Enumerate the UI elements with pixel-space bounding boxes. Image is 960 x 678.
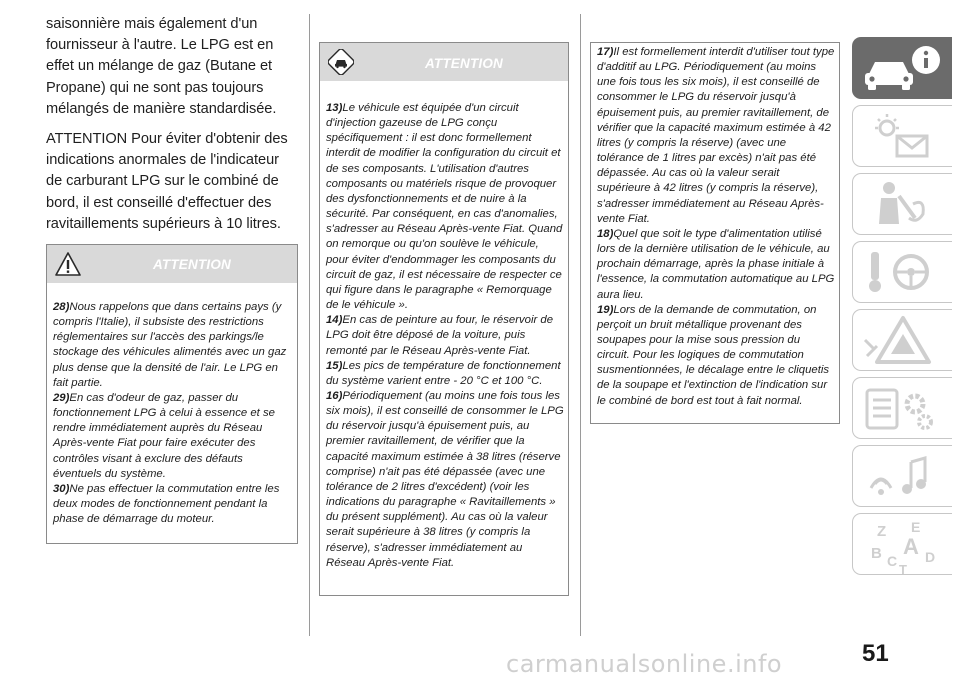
warning-body xyxy=(53,300,293,527)
tab-maintenance[interactable] xyxy=(852,377,952,439)
tab-emergency[interactable] xyxy=(852,309,952,371)
tab-dashboard-lights[interactable] xyxy=(852,105,952,167)
breakdown-triangle-icon xyxy=(853,310,953,372)
item-text: Quel que soit le type d'alimentation utilisé lors de la dernière utilisation de le véhicule, au prochain démarrage, après la phase initiale à l'essence, la commutation automatique au LPG aura lieu. xyxy=(597,227,835,301)
index-letter: E xyxy=(911,519,921,535)
chapter-sidebar xyxy=(852,0,960,678)
item-number: 29) xyxy=(53,391,70,404)
item-number: 18) xyxy=(597,227,614,240)
index-letter: B xyxy=(871,545,882,562)
warning-item xyxy=(53,300,293,391)
warning-body xyxy=(597,45,835,409)
item-text: Ne pas effectuer la commutation entre les deux modes de fonctionnement pendant la phase de démarrage du moteur. xyxy=(53,482,280,526)
index-letter: A xyxy=(903,534,919,559)
car-info-icon xyxy=(853,38,953,100)
item-text: Il est formellement interdit d'utiliser tout type d'additif au LPG. Périodiquement (au moins une fois tous les six mois), il est conseillé de consommer le LPG du réservoir jusqu'à épuisement puis, au premier ravitaillement, de vérifier que la capacité maximum estimée à 42 litres (y compris la réserve) (avec une tolérance de 1 litres par excès) n'ait pas été dépassée. Au cas où la valeur serait supérieure à 42 litres (y compris la réserve), s'adresser immédiatement au Réseau Après-vente Fiat. xyxy=(597,46,835,225)
warning-triangle-icon xyxy=(55,252,81,276)
item-number: 16) xyxy=(326,389,343,402)
intro-paragraph: saisonnière mais également d'un fournisseur à l'autre. Le LPG est en effet un mélange de gaz (Butane et Propane) qui ne sont pas toujours mélangés de manière standardisée. xyxy=(46,16,277,117)
attention-note-paragraph: ATTENTION Pour éviter d'obtenir des indications anormales de l'indicateur de carburant LPG sur le combiné de bord, il est conseillé d'effectuer des ravitaillements supérieurs à 10 litres. xyxy=(46,131,288,232)
warning-header xyxy=(47,245,297,283)
seatbelt-airbag-icon xyxy=(853,174,953,236)
warning-title: ATTENTION xyxy=(424,56,504,71)
car-warning-icon xyxy=(328,49,354,75)
warning-lights-icon xyxy=(853,106,953,168)
warning-box-1 xyxy=(46,244,298,544)
item-number: 14) xyxy=(326,314,343,327)
warning-box-3 xyxy=(590,42,840,424)
item-number: 19) xyxy=(597,303,614,316)
warning-item xyxy=(597,227,835,303)
item-number: 13) xyxy=(326,102,343,114)
item-text: En cas d'odeur de gaz, passer du fonctionnement LPG à celui à essence et se rendre immédiatement auprès du Réseau Après-vente Fiat pour faire exécuter des contrôles visant à exclure des défauts éventuels du système. xyxy=(53,391,275,480)
column-left xyxy=(46,14,298,244)
warning-header xyxy=(320,43,568,81)
tab-multimedia[interactable] xyxy=(852,445,952,507)
item-text: Nous rappelons que dans certains pays (y compris l'Italie), il subsiste des restrictions réglementaires sur l'accès des parkings/le stockage des véhicules alimentés avec un gaz plus dense que la densité de l'air. Le LPG en fait partie. xyxy=(53,301,287,389)
warning-title: ATTENTION xyxy=(152,257,232,272)
item-number: 28) xyxy=(53,301,70,313)
item-text: Périodiquement (au moins une fois tous les six mois), il est conseillé de consommer le LPG du réservoir jusqu'à épuisement puis, au premier ravitaillement, de vérifier que la capacité maximum estimée à 38 litres (réserve comprise) n'ait pas été dépassée (avec une tolérance de 2 litres d'excédent) (voir les indications du paragraphe « Ravitaillements » du présent supplément). Au cas où la valeur serait supérieure à 38 litres (y compris la réserve), s'adresser immédiatement au Réseau Après-vente Fiat. xyxy=(326,389,564,569)
item-number: 17) xyxy=(597,46,614,58)
item-number: 15) xyxy=(326,359,343,372)
warning-item xyxy=(597,45,835,227)
index-letter: D xyxy=(925,549,936,565)
index-letter: C xyxy=(887,553,898,569)
warning-item xyxy=(53,482,293,527)
warning-item xyxy=(326,359,564,389)
column-divider-1 xyxy=(309,14,310,636)
item-text: En cas de peinture au four, le réservoir de LPG doit être déposé de la voiture, puis remonté par le Réseau Après-vente Fiat. xyxy=(326,314,554,357)
warning-item xyxy=(326,313,564,358)
key-steering-icon xyxy=(853,242,953,304)
warning-item xyxy=(326,101,564,313)
alphabet-index-icon xyxy=(853,514,953,576)
warning-body xyxy=(326,101,564,571)
index-letter: T xyxy=(899,562,907,576)
maintenance-gear-icon xyxy=(853,378,953,440)
multimedia-note-icon xyxy=(853,446,953,508)
item-text: Les pics de température de fonctionnement du système varient entre - 20 °C et 100 °C. xyxy=(326,359,561,387)
warning-item xyxy=(597,303,835,409)
column-divider-2 xyxy=(580,14,581,636)
warning-item xyxy=(326,389,564,571)
watermark: carmanualsonline.info xyxy=(506,650,783,678)
tab-car-info[interactable] xyxy=(852,37,952,99)
item-text: Le véhicule est équipée d'un circuit d'injection gazeuse de LPG conçu spécifiquement : il est donc formellement interdit de modifier la configuration du circuit et de ses composants. L'utilisation d'autres composants ou matériels risque de provoquer des dysfonctionnements et de nuire à la sécurité. Par conséquent, en cas d'anomalies, s'adresser au Réseau Après-vente Fiat. Quand on remorque ou qu'on soulève le véhicule, pour éviter d'endommager les composants du circuit de gaz, il est nécessaire de respecter ce qui figure dans le paragraphe « Remorquage de le véhicule ». xyxy=(326,102,563,312)
index-letter: Z xyxy=(877,523,887,540)
warning-item xyxy=(53,391,293,482)
item-number: 30) xyxy=(53,482,70,495)
tab-index[interactable] xyxy=(852,513,952,575)
page-number: 51 xyxy=(862,640,889,667)
tab-safety[interactable] xyxy=(852,173,952,235)
warning-box-2 xyxy=(319,42,569,596)
item-text: Lors de la demande de commutation, on perçoit un bruit métallique provenant des soupapes pour la mise sous pression du circuit. Pour les logiques de commutation susmentionnées, le décalage entre le cliquetis de la soupape et l'extinction de l'indication sur le combiné de bord est tout à fait normal. xyxy=(597,303,830,407)
tab-driving[interactable] xyxy=(852,241,952,303)
